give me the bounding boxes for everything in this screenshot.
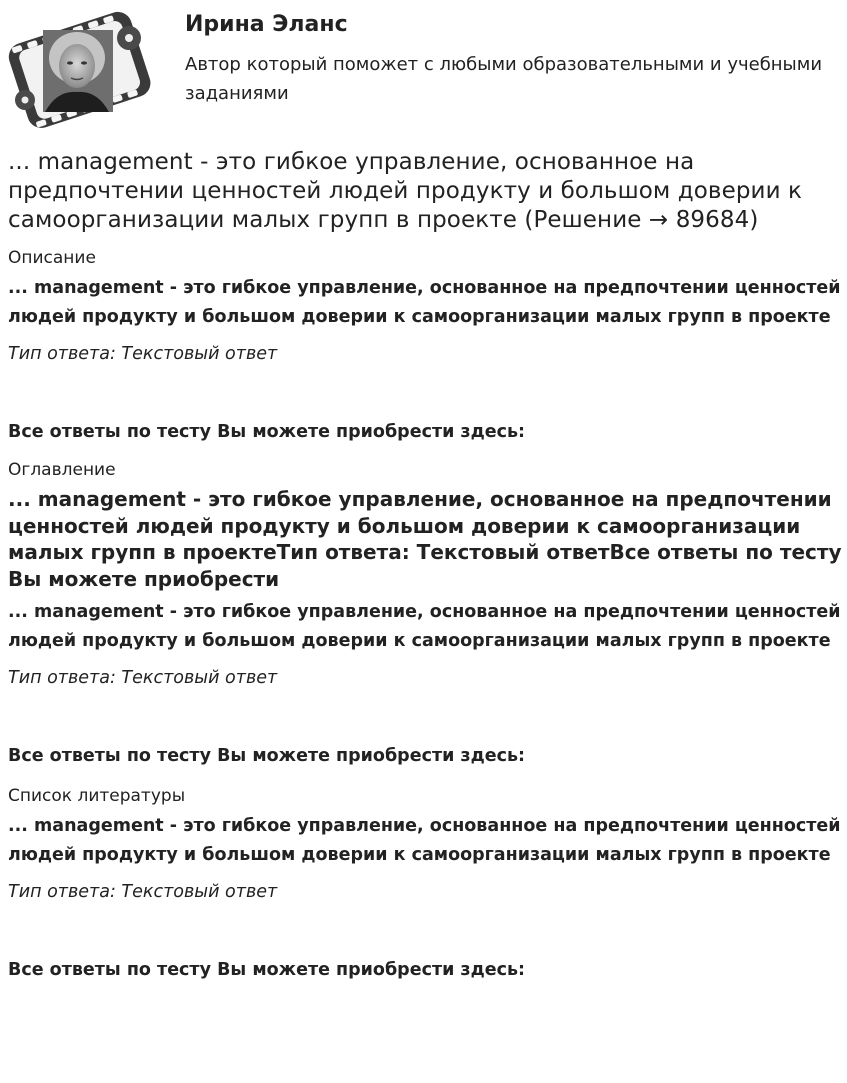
- description-answer-type: Тип ответа: Текстовый ответ: [8, 344, 278, 364]
- toc-heading: ... management - это гибкое управление, основанное на предпочтении ценностей людей продукту и большом доверии к самоорганизации малых групп в проектеТип ответа: Текстовый ответВсе ответы по тесту Вы можете приобрести: [8, 487, 842, 591]
- main-content: [8, 148, 843, 981]
- toc-buy-text[interactable]: Все ответы по тесту Вы можете приобрести здесь:: [8, 746, 526, 766]
- description-section: [8, 247, 843, 443]
- literature-question: ... management - это гибкое управление, основанное на предпочтении ценностей людей продукту и большом доверии к самоорганизации малых групп в проекте: [8, 816, 841, 865]
- page-title: ... management - это гибкое управление, основанное на предпочтении ценностей людей продукту и большом доверии к самоорганизации малых групп в проекте (Решение → 89684): [8, 149, 803, 233]
- literature-answer-type: Тип ответа: Текстовый ответ: [8, 882, 278, 902]
- author-avatar: [7, 8, 151, 128]
- description-question: ... management - это гибкое управление, основанное на предпочтении ценностей людей продукту и большом доверии к самоорганизации малых групп в проекте: [8, 278, 841, 327]
- description-buy-text[interactable]: Все ответы по тесту Вы можете приобрести здесь:: [8, 422, 526, 442]
- toc-section: [8, 459, 843, 767]
- author-description: Автор который поможет с любыми образовательными и учебными заданиями: [185, 54, 823, 104]
- toc-label: Оглавление: [8, 460, 116, 480]
- literature-buy-text[interactable]: Все ответы по тесту Вы можете приобрести здесь:: [8, 960, 526, 980]
- toc-question: ... management - это гибкое управление, основанное на предпочтении ценностей людей продукту и большом доверии к самоорганизации малых групп в проекте: [8, 602, 841, 651]
- literature-label: Список литературы: [8, 786, 186, 806]
- author-header: [0, 0, 847, 140]
- toc-answer-type: Тип ответа: Текстовый ответ: [8, 668, 278, 688]
- author-name[interactable]: Ирина Эланс: [185, 12, 348, 37]
- description-label: Описание: [8, 248, 96, 268]
- literature-section: [8, 785, 843, 981]
